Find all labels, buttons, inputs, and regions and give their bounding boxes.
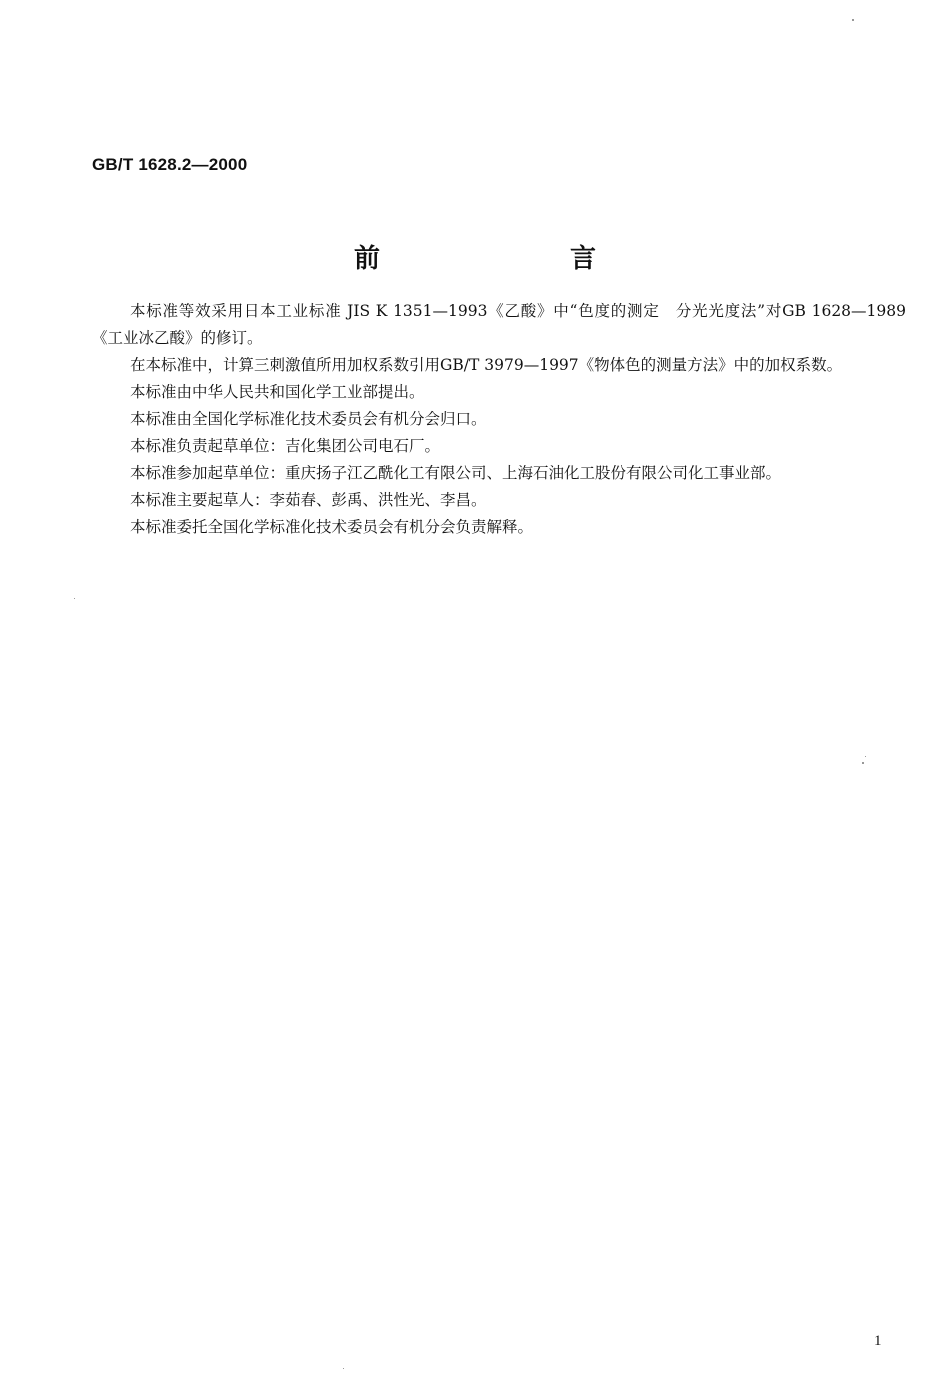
scan-speck [74,598,75,599]
paragraph-participating-units: 本标准参加起草单位：重庆扬子江乙酰化工有限公司、上海石油化工股份有限公司化工事业部。 [130,464,782,482]
paragraph-main-drafters: 本标准主要起草人：李茹春、彭禹、洪性光、李昌。 [130,491,487,509]
foreword-body [92,298,906,541]
scan-speck [852,19,854,21]
page-title: 前 言 [353,244,678,274]
page-number: 1 [874,1333,882,1349]
paragraph-interpretation: 本标准委托全国化学标准化技术委员会有机分会负责解释。 [130,518,534,536]
paragraph-proposed-by: 本标准由中华人民共和国化学工业部提出。 [130,383,425,401]
paragraph-weighting-factors: 在本标准中，计算三刺激值所用加权系数引用GB/T 3979—1997《物体色的测量方法》中的加权系数。 [130,356,843,374]
scan-speck [343,1368,344,1369]
paragraph-equivalence: 本标准等效采用日本工业标准 JIS K 1351—1993《乙酸》中“色度的测定 分光光度法”对GB 1628—1989《工业冰乙酸》的修订。 [92,302,906,347]
scan-speck [862,762,864,764]
paragraph-centralized-by: 本标准由全国化学标准化技术委员会有机分会归口。 [130,410,487,428]
standard-number: GB/T 1628.2—2000 [92,155,248,174]
paragraph-drafting-unit: 本标准负责起草单位：吉化集团公司电石厂。 [130,437,441,455]
scan-speck [865,756,866,757]
